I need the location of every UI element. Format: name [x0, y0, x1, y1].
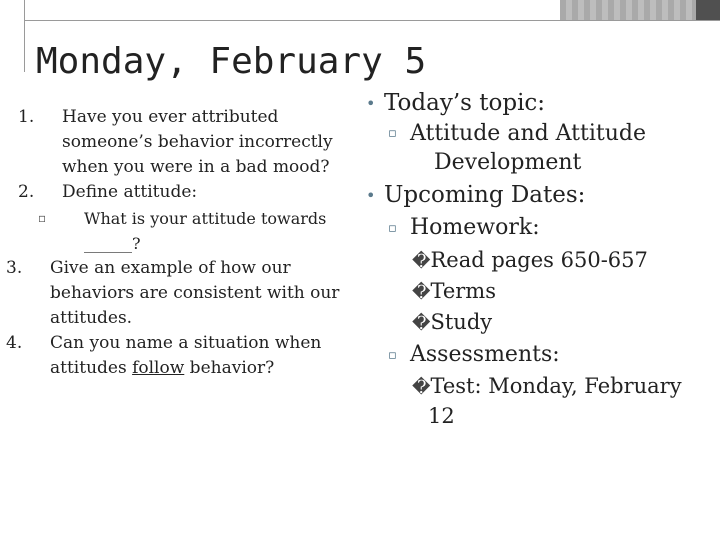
question-3: Give an example of how our behaviors are consistent with our attitudes. [50, 258, 340, 328]
item-number-2: 2. [18, 182, 35, 202]
homework-item [412, 279, 496, 303]
top-dark-block [696, 0, 720, 20]
question-4-text-end: behavior? [184, 358, 275, 378]
test-line-1 [412, 374, 682, 398]
homework-item-text: Study [430, 310, 493, 334]
replacement-glyph-icon: � [412, 251, 431, 272]
homework-item-text: Terms [430, 279, 497, 303]
homework-item-text: Read pages 650-657 [430, 248, 648, 272]
upcoming-dates-label: Upcoming Dates: [384, 182, 586, 208]
homework-item [412, 310, 492, 334]
test-line-2: 12 [428, 404, 455, 428]
replacement-glyph-icon: � [412, 282, 431, 303]
question-4 [50, 331, 350, 381]
slide-title: Monday, February 5 [36, 41, 427, 82]
homework-item [412, 248, 648, 272]
question-2: Define attitude: [62, 182, 198, 202]
sub-question: What is your attitude towards ______? [84, 209, 327, 253]
bullet-icon: • [366, 94, 376, 113]
assessments-label: Assessments: [410, 342, 560, 367]
replacement-glyph-icon: � [412, 313, 431, 334]
sub-bullet-icon: ▫ [38, 211, 47, 225]
sub-bullet-icon: ▫ [388, 126, 397, 141]
topic-label: Today’s topic: [384, 90, 546, 116]
replacement-glyph-icon: � [412, 377, 431, 398]
test-date-text: Test: Monday, February [430, 374, 682, 398]
frame-horizontal-line [24, 20, 720, 21]
item-number-4: 4. [6, 333, 23, 353]
topic-value-line-2: Development [434, 150, 582, 175]
sub-bullet-icon: ▫ [388, 348, 397, 363]
question-4-underlined-word: follow [132, 358, 185, 378]
bullet-icon: • [366, 186, 376, 205]
item-number-3: 3. [6, 258, 23, 278]
homework-label: Homework: [410, 215, 540, 240]
question-4-text-start: Can you name a situation when attitudes [50, 333, 322, 378]
topic-value-line-1: Attitude and Attitude [410, 121, 647, 146]
question-1: Have you ever attributed someone’s behavior incorrectly when you were in a bad mood? [62, 107, 333, 177]
frame-vertical-line [24, 0, 25, 72]
sub-bullet-icon: ▫ [388, 221, 397, 236]
item-number-1: 1. [18, 107, 35, 127]
